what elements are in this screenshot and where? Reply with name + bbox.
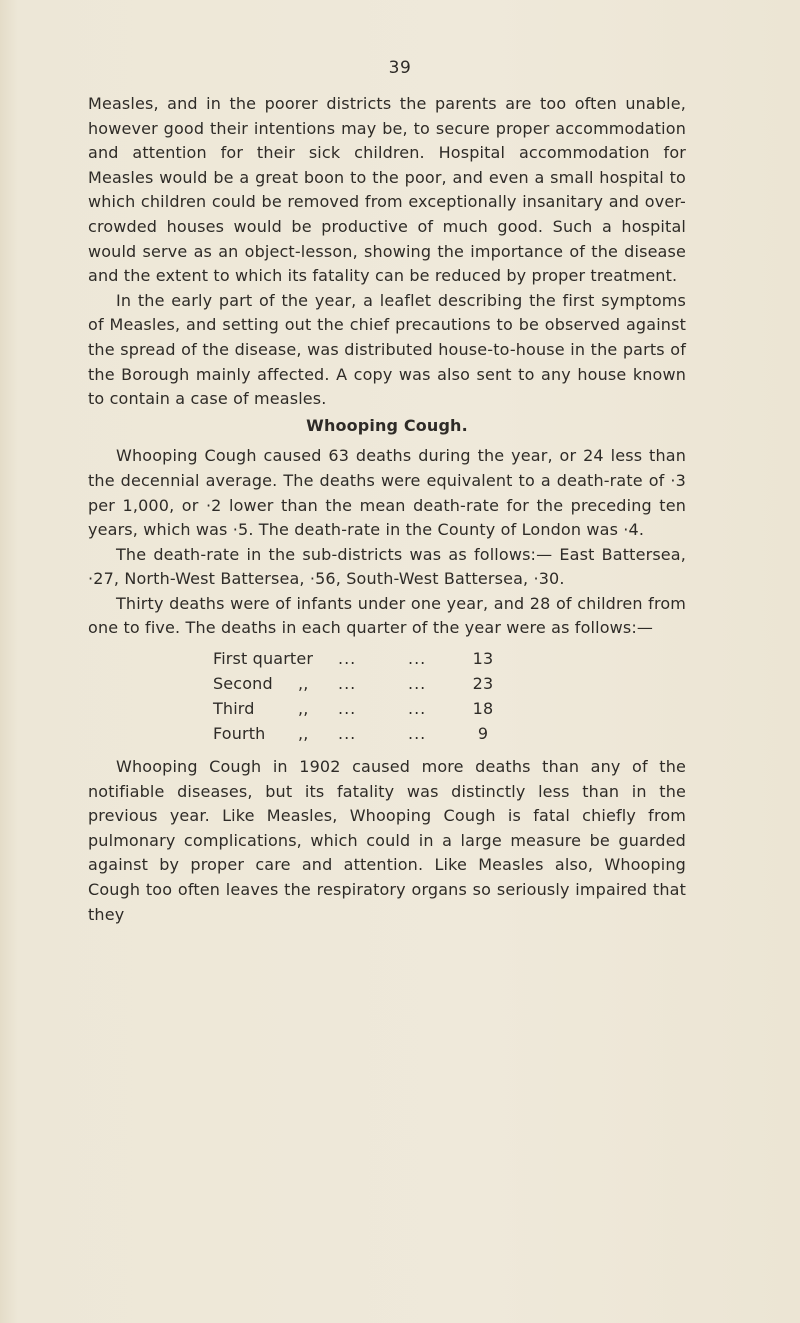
quarter-label: Second [213,674,273,694]
quarter-deaths-value: 18 [472,699,494,719]
paragraph-1902-comparison: Whooping Cough in 1902 caused more deaths than any of the notifiable diseases, but its fatality was distinctly less than in the previous year. Like Measles, Whooping Cough is fatal chiefly from pulmonary complications, which could in a large measure be guarded against by proper care and attention. Like Measles also, Whooping Cough too often leaves the respiratory organs so seriously impaired that they [88,757,686,924]
ditto-mark: ,, [298,674,309,694]
paragraph-measles-hospital: Measles, and in the poorer districts the parents are too often unable, however good their intentions may be, to secure proper accommodation and attention for their sick children. Hospital accommodation for Measles would be a great boon to the poor, and even a small hospital to which children could be removed from exceptionally insanitary and over-crowded houses would be productive of much good. Such a hospital would serve as an object-lesson, showing the importance of the disease and the extent to which its fatality can be reduced by proper treatment. [88,94,686,286]
ditto-mark: ,, [298,724,309,744]
quarter-deaths-value: 23 [472,674,494,694]
ditto-mark: ,, [298,699,309,719]
leader-dots: ... [408,674,427,694]
quarterly-deaths-table [213,647,503,747]
leader-dots: ... [338,674,357,694]
leader-dots: ... [408,724,427,744]
leader-dots: ... [338,649,357,669]
quarter-deaths-value: 9 [477,724,489,744]
paragraph-deaths-summary: Whooping Cough caused 63 deaths during the year, or 24 less than the decennial average. The deaths were equivalent to a death-rate of ·3 per 1,000, or ·2 lower than the mean death-rate for the preceding ten years, which was ·5. The death-rate in the County of London was ·4. [88,446,686,540]
quarter-label: Third [213,699,255,719]
paragraph-infant-deaths: Thirty deaths were of infants under one year, and 28 of children from one to five. The deaths in each quarter of the year were as follows:— [88,593,686,638]
leader-dots: ... [408,699,427,719]
section-heading-whooping-cough: Whooping Cough. [306,415,468,435]
quarter-label: Fourth [213,724,266,744]
quarter-label: First quarter [213,649,314,669]
table-row [213,697,503,722]
table-row [213,722,503,747]
leader-dots: ... [408,649,427,669]
paragraph-sub-districts: The death-rate in the sub-districts was as follows:— East Battersea, ·27, North-West Battersea, ·56, South-West Battersea, ·30. [88,544,686,589]
paragraph-leaflet: In the early part of the year, a leaflet describing the first symptoms of Measles, and setting out the chief precautions to be observed against the spread of the disease, was distributed house-to-house in the parts of the Borough mainly affected. A copy was also sent to any house known to contain a case of measles. [88,290,686,409]
quarter-deaths-value: 13 [472,649,494,669]
table-row [213,647,503,672]
leader-dots: ... [338,699,357,719]
leader-dots: ... [338,724,357,744]
table-row [213,672,503,697]
page-number: 39 [388,58,412,78]
body-text [88,92,686,927]
